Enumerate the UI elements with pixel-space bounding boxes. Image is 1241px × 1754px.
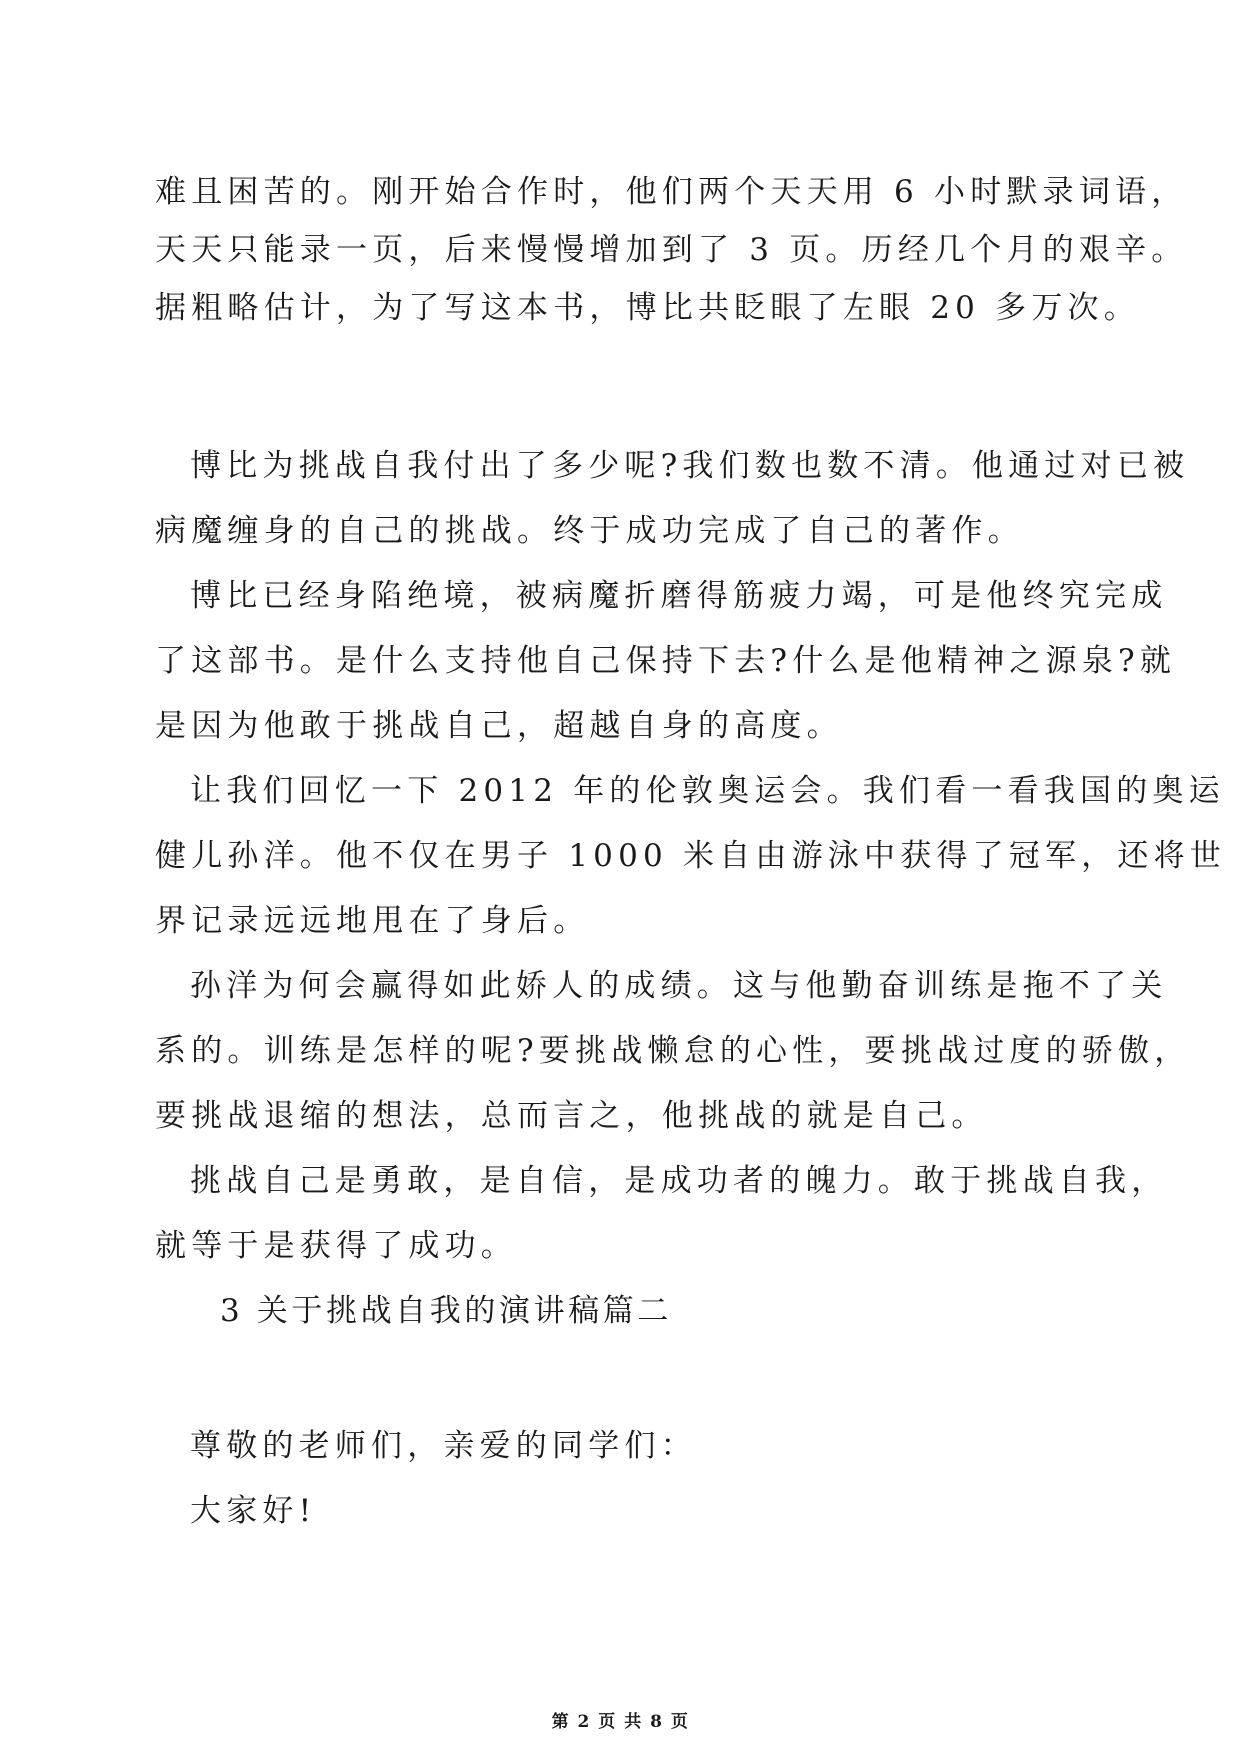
body-line: 是因为他敢于挑战自己，超越自身的高度。 (155, 708, 843, 744)
body-line: 病魔缠身的自己的挑战。终于成功完成了自己的著作。 (155, 513, 1024, 549)
body-line: 让我们回忆一下 2012 年的伦敦奥运会。我们看一看我国的奥运 (190, 773, 1225, 809)
section-heading: 3 关于挑战自我的演讲稿篇二 (220, 1293, 672, 1329)
body-line: 挑战自己是勇敢，是自信，是成功者的魄力。敢于挑战自我， (190, 1163, 1168, 1199)
body-line: 博比已经身陷绝境，被病魔折磨得筋疲力竭，可是他终究完成 (190, 578, 1168, 614)
body-line: 就等于是获得了成功。 (155, 1228, 517, 1264)
body-line: 难且困苦的。刚开始合作时，他们两个天天用 6 小时默录词语， (155, 174, 1188, 210)
body-line: 界记录远远地甩在了身后。 (155, 903, 590, 939)
body-line: 系的。训练是怎样的呢?要挑战懒怠的心性，要挑战过度的骄傲， (155, 1033, 1191, 1069)
page-number-footer: 第 2 页 共 8 页 (551, 1712, 690, 1732)
salutation: 尊敬的老师们，亲爱的同学们： (190, 1428, 697, 1464)
greeting: 大家好! (190, 1493, 317, 1529)
body-line: 了这部书。是什么支持他自己保持下去?什么是他精神之源泉?就 (155, 643, 1177, 679)
body-line: 要挑战退缩的想法，总而言之，他挑战的就是自己。 (155, 1098, 988, 1134)
body-line: 健儿孙洋。他不仅在男子 1000 米自由游泳中获得了冠军，还将世 (155, 838, 1226, 874)
body-line: 孙洋为何会赢得如此娇人的成绩。这与他勤奋训练是拖不了关 (190, 968, 1168, 1004)
body-line: 天天只能录一页，后来慢慢增加到了 3 页。历经几个月的艰辛。 (155, 232, 1188, 268)
body-line: 博比为挑战自我付出了多少呢?我们数也数不清。他通过对已被 (190, 448, 1190, 484)
body-line: 据粗略估计，为了写这本书，博比共眨眼了左眼 20 多万次。 (155, 290, 1140, 326)
